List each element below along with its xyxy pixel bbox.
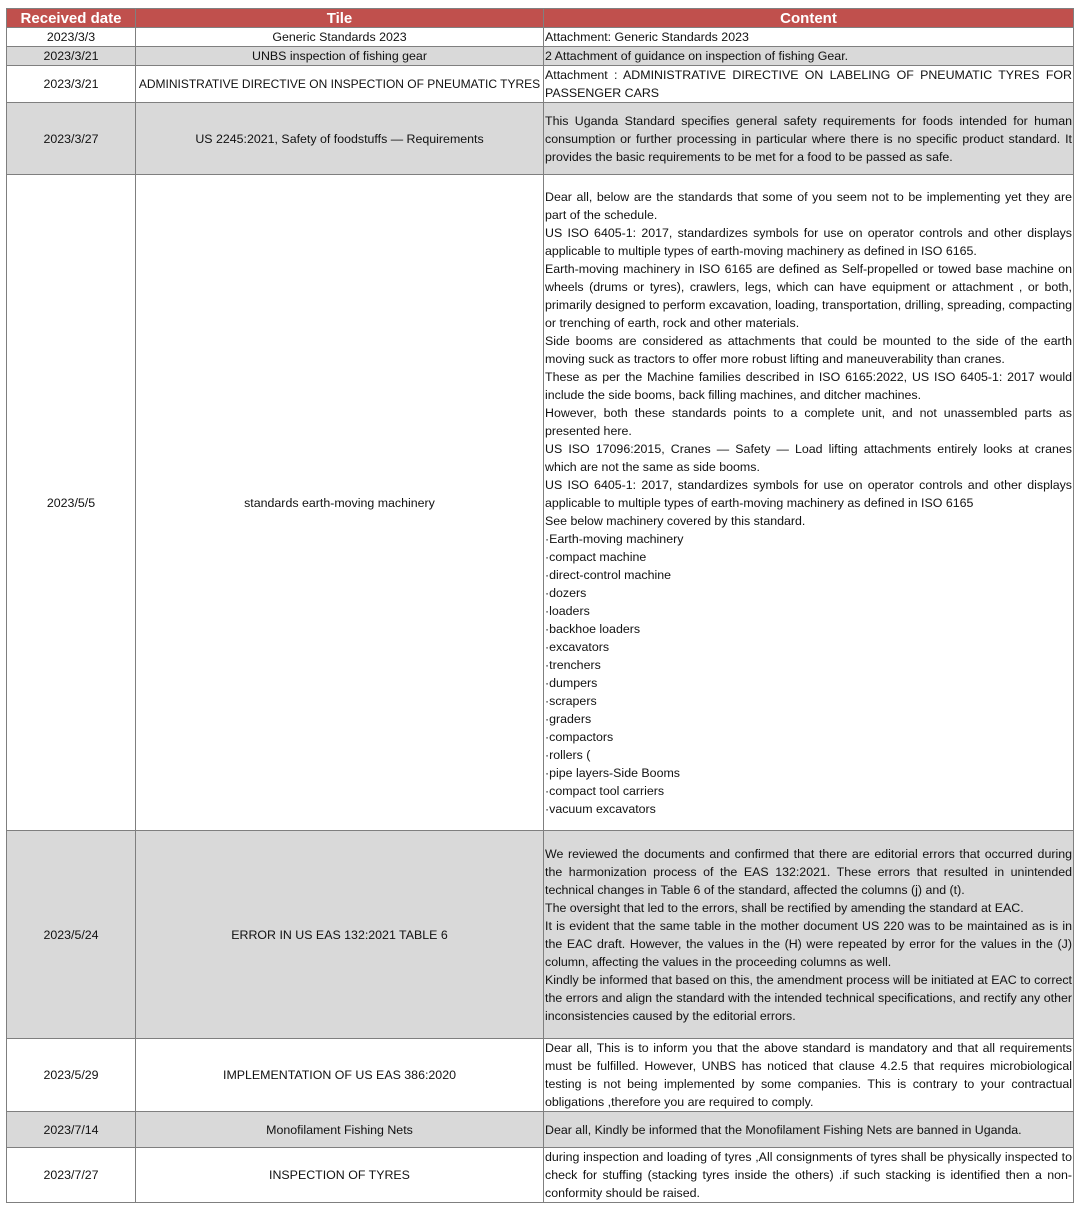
title-cell: Monofilament Fishing Nets: [136, 1112, 544, 1148]
content-cell: [544, 47, 1074, 66]
table-row: [7, 66, 1074, 103]
header-title: Tile: [136, 9, 544, 28]
machinery-list-item: ·Earth-moving machinery: [545, 531, 684, 546]
content-paragraph: 2 Attachment of guidance on inspection of fishing Gear.: [545, 49, 849, 63]
title-cell: IMPLEMENTATION OF US EAS 386:2020: [136, 1039, 544, 1112]
content-paragraph: Dear all, below are the standards that some of you seem not to be implementing yet they are part of the schedule.: [545, 189, 1072, 222]
content-cell: [544, 1148, 1074, 1203]
content-paragraph: Dear all, This is to inform you that the above standard is mandatory and that all requirements must be fulfilled. However, UNBS has noticed that clause 4.2.5 that requires microbiological testing is not being implemented by some companies. This is contrary to your contractual obligations ,therefore you are required to comply.: [545, 1041, 1072, 1109]
content-paragraph: Side booms are considered as attachments that could be mounted to the side of the earth moving suck as tractors to offer more robust lifting and maneuverability than cranes.: [545, 333, 1072, 366]
table-row: [7, 1148, 1074, 1203]
received-date-cell: 2023/3/27: [7, 103, 136, 175]
machinery-list-item: ·excavators: [545, 639, 610, 654]
machinery-list-item: ·backhoe loaders: [545, 621, 641, 636]
table-row: [7, 1112, 1074, 1148]
content-paragraph: Kindly be informed that based on this, the amendment process will be initiated at EAC to correct the errors and align the standard with the intended technical specifications, and rectify any other inconsistencies caused by the editorial errors.: [545, 972, 1072, 1023]
header-content: Content: [544, 9, 1074, 28]
machinery-list-item: ·dozers: [545, 585, 587, 600]
content-paragraph: See below machinery covered by this standard.: [545, 513, 806, 528]
content-paragraph: Earth-moving machinery in ISO 6165 are defined as Self-propelled or towed base machine on wheels (drums or tyres), crawlers, legs, which can have equipment or attachment , or both, primarily designed to perform excavation, loading, transportation, drilling, spreading, compacting or trenching of earth, rock and other materials.: [545, 261, 1072, 330]
table-row: [7, 175, 1074, 831]
machinery-list-item: ·vacuum excavators: [545, 801, 656, 816]
machinery-list-item: ·direct-control machine: [545, 567, 672, 582]
table-row: [7, 28, 1074, 47]
content-paragraph: It is evident that the same table in the mother document US 220 was to be maintained as is in the EAC draft. However, the values in the (H) were repeated by error for the values in the (J) column, affecting the values in the proceeding columns as well.: [545, 918, 1072, 969]
received-date-cell: 2023/7/14: [7, 1112, 136, 1148]
title-cell: UNBS inspection of fishing gear: [136, 47, 544, 66]
content-paragraph: during inspection and loading of tyres ,All consignments of tyres shall be physically inspected to check for stuffing (stacking tyres inside the others) .if such stacking is identified then a non-conformity should be raised.: [545, 1150, 1072, 1200]
received-date-cell: 2023/5/5: [7, 175, 136, 831]
machinery-list-item: ·loaders: [545, 603, 590, 618]
table-row: [7, 103, 1074, 175]
table-row: [7, 831, 1074, 1039]
content-paragraph: US ISO 6405-1: 2017, standardizes symbols for use on operator controls and other displays applicable to multiple types of earth-moving machinery as defined in ISO 6165: [545, 477, 1072, 510]
machinery-list-item: ·pipe layers-Side Booms: [545, 765, 680, 780]
received-date-cell: 2023/5/24: [7, 831, 136, 1039]
machinery-list-item: ·graders: [545, 711, 592, 726]
content-paragraph: These as per the Machine families described in ISO 6165:2022, US ISO 6405-1: 2017 would include the side booms, back filling machines, and ditcher machines.: [545, 369, 1072, 402]
received-date-cell: 2023/3/3: [7, 28, 136, 47]
content-paragraph: However, both these standards points to a complete unit, and not unassembled parts as presented here.: [545, 405, 1072, 438]
title-cell: US 2245:2021, Safety of foodstuffs — Requirements: [136, 103, 544, 175]
received-date-cell: 2023/5/29: [7, 1039, 136, 1112]
content-paragraph: US ISO 6405-1: 2017, standardizes symbols for use on operator controls and other displays applicable to multiple types of earth-moving machinery as defined in ISO 6165.: [545, 225, 1072, 258]
title-cell: standards earth-moving machinery: [136, 175, 544, 831]
header-row: [7, 9, 1074, 28]
content-cell: [544, 1112, 1074, 1148]
content-paragraph: US ISO 17096:2015, Cranes — Safety — Load lifting attachments entirely looks at cranes which are not the same as side booms.: [545, 441, 1072, 474]
received-date-cell: 2023/7/27: [7, 1148, 136, 1203]
machinery-list-item: ·compact machine: [545, 549, 647, 564]
content-cell: [544, 103, 1074, 175]
received-date-cell: 2023/3/21: [7, 47, 136, 66]
machinery-list-item: ·rollers (: [545, 747, 591, 762]
content-cell: [544, 175, 1074, 831]
machinery-list-item: ·compact tool carriers: [545, 783, 665, 798]
content-cell: [544, 28, 1074, 47]
machinery-list-item: ·trenchers: [545, 657, 601, 672]
standards-table: [6, 8, 1074, 1203]
machinery-list-item: ·scrapers: [545, 693, 597, 708]
content-cell: [544, 66, 1074, 103]
machinery-list-item: ·dumpers: [545, 675, 598, 690]
table-row: [7, 1039, 1074, 1112]
table-row: [7, 47, 1074, 66]
content-paragraph: This Uganda Standard specifies general safety requirements for foods intended for human consumption or further processing in particular where there is no specific product standard. It provides the basic requirements to be met for a food to be passed as safe.: [545, 113, 1072, 164]
content-paragraph: We reviewed the documents and confirmed that there are editorial errors that occurred during the harmonization process of the EAS 132:2021. These errors that resulted in unintended technical changes in Table 6 of the standard, affected the columns (j) and (t).: [545, 846, 1072, 897]
content-paragraph: Dear all, Kindly be informed that the Monofilament Fishing Nets are banned in Uganda.: [545, 1122, 1022, 1137]
title-cell: Generic Standards 2023: [136, 28, 544, 47]
machinery-list-item: ·compactors: [545, 729, 614, 744]
title-cell: ADMINISTRATIVE DIRECTIVE ON INSPECTION OF PNEUMATIC TYRES: [136, 66, 544, 103]
title-cell: INSPECTION OF TYRES: [136, 1148, 544, 1203]
content-cell: [544, 1039, 1074, 1112]
content-paragraph: Attachment: Generic Standards 2023: [545, 30, 749, 44]
content-paragraph: Attachment : ADMINISTRATIVE DIRECTIVE ON LABELING OF PNEUMATIC TYRES FOR PASSENGER CARS: [545, 68, 1072, 100]
title-cell: ERROR IN US EAS 132:2021 TABLE 6: [136, 831, 544, 1039]
header-received-date: Received date: [7, 9, 136, 28]
content-paragraph: The oversight that led to the errors, shall be rectified by amending the standard at EAC.: [545, 900, 1024, 915]
received-date-cell: 2023/3/21: [7, 66, 136, 103]
content-cell: [544, 831, 1074, 1039]
